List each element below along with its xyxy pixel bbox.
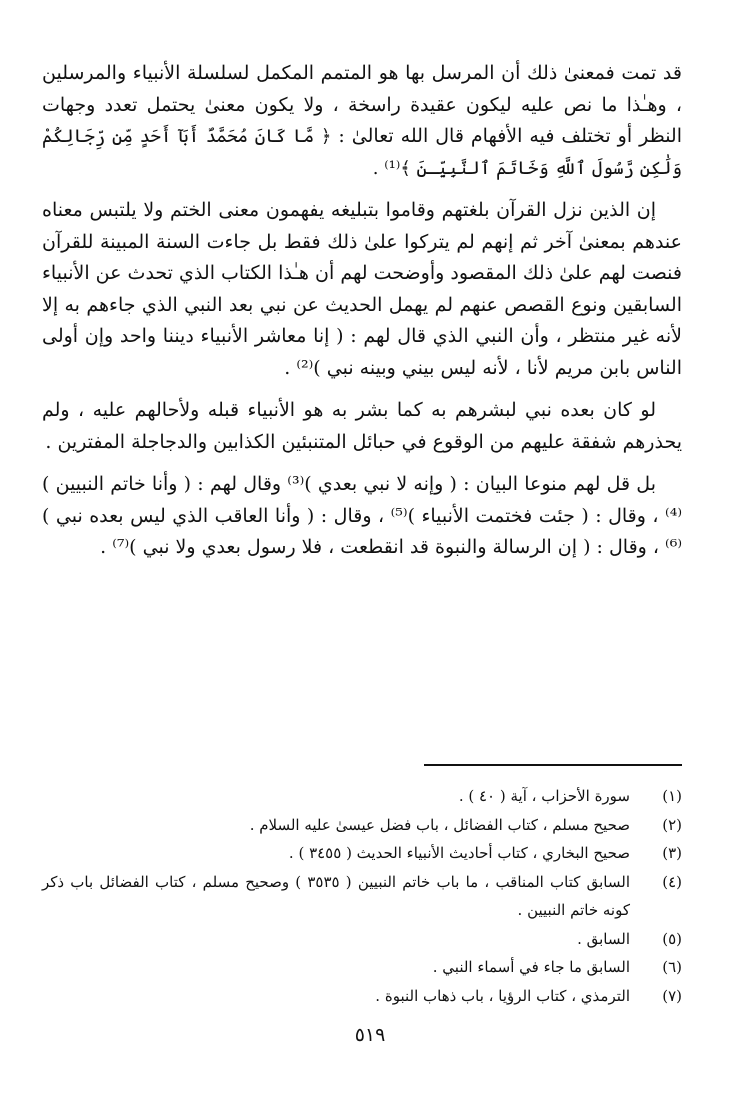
footnote-number: (١) [662, 787, 682, 805]
footnote-number: (٧) [662, 986, 682, 1005]
footnote-number: (٣) [662, 844, 682, 862]
footnote-text: السابق كتاب المناقب ، ما باب خاتم النبيين ( ٣٥٣٥ ) وصحيح مسلم ، كتاب الفضائل باب ذكر كونه خاتم النبيين . [42, 872, 630, 919]
footnote-6 [42, 953, 682, 982]
paragraph-1-text: قد تمت فمعنىٰ ذلك أن المرسل بها هو المتمم المكمل لسلسلة الأنبياء والمرسلين ، وهـٰذا ما نص عليه ليكون عقيدة راسخة ، ولا يكون معنىٰ يحتمل تعدد وجهات النظر أو تختلف فيه الأفهام قال الله تعالىٰ : [42, 62, 683, 147]
footnote-number: (٤) [662, 872, 682, 891]
footnote-number: (٥) [662, 929, 682, 948]
footnote-text: السابق . [577, 929, 630, 948]
main-text [42, 58, 682, 575]
footnote-7 [42, 982, 682, 1011]
paragraph-3: لو كان بعده نبي لبشرهم به كما بشر به هو الأنبياء قبله ولأحالهم عليه ، ولم يحذرهم شفقة عليهم من الوقوع في حبائل المتنبئين الكذابين والدجاجلة المفترين . [42, 399, 682, 453]
paragraph-2: إن الذين نزل القرآن بلغتهم وقاموا بتبليغه يفهمون معنى الختم ولا يلتبس معناه عندهم بمعنىٰ آخر ثم إنهم لم يتركوا علىٰ ذلك فقط بل جاءت السنة المبينة للقرآن فنصت لهم علىٰ ذلك المقصود وأوضحت لهم أن هـٰذا الكتاب الذي تحدث عن الأنبياء السابقين ونوع القصص عنهم لم يهمل الحديث عن نبي بعد النبي الذي جاءهم به إلا لأنه غير منتظر ، وأن النبي الذي قال لهم : ( إنا معاشر الأنبياء ديننا واحد وإن أولى الناس بابن مريم لأنا ، لأنه ليس بيني وبينه نبي )⁽²⁾ . [42, 199, 682, 379]
footnote-text: صحيح مسلم ، كتاب الفضائل ، باب فضل عيسىٰ عليه السلام . [249, 815, 630, 834]
footnote-divider [424, 764, 682, 766]
footnote-2 [42, 811, 682, 840]
footnote-text: صحيح البخاري ، كتاب أحاديث الأنبياء الحديث ( ٣٤٥٥ ) . [288, 844, 630, 862]
footnote-number: (٢) [662, 815, 682, 834]
footnote-text: سورة الأحزاب ، آية ( ٤٠ ) . [458, 787, 630, 805]
paragraph-4: بل قل لهم منوعا البيان : ( وإنه لا نبي بعدي )⁽³⁾ وقال لهم : ( وأنا خاتم النبيين )⁽⁴⁾ ، وقال : ( جئت فختمت الأنبياء )⁽⁵⁾ ، وقال : ( وأنا العاقب الذي ليس بعده نبي )⁽⁶⁾ ، وقال : ( إن الرسالة والنبوة قد انقطعت ، فلا رسول بعدي ولا نبي )⁽⁷⁾ . [42, 473, 682, 558]
footnote-4 [42, 868, 682, 925]
footnote-5 [42, 925, 682, 954]
page-number: ٥١٩ [354, 1024, 386, 1046]
paragraph-1 [42, 58, 682, 184]
quran-verse: ﴿ مَّا كَانَ مُحَمَّدٌ أَبَآ أَحَدٍ مِّن رِّجَالِكُمْ وَلَٰكِن رَّسُولَ ٱللَّهِ وَخَاتَمَ ٱلنَّبِيِّـنَ ﴾⁽¹⁾ . [42, 126, 682, 179]
footnote-text: الترمذي ، كتاب الرؤيا ، باب ذهاب النبوة . [375, 986, 630, 1005]
footnote-number: (٦) [662, 958, 682, 976]
footnote-1 [42, 782, 682, 811]
footnote-3 [42, 839, 682, 868]
footnotes [42, 782, 682, 1010]
footnote-text: السابق ما جاء في أسماء النبي . [432, 958, 630, 976]
